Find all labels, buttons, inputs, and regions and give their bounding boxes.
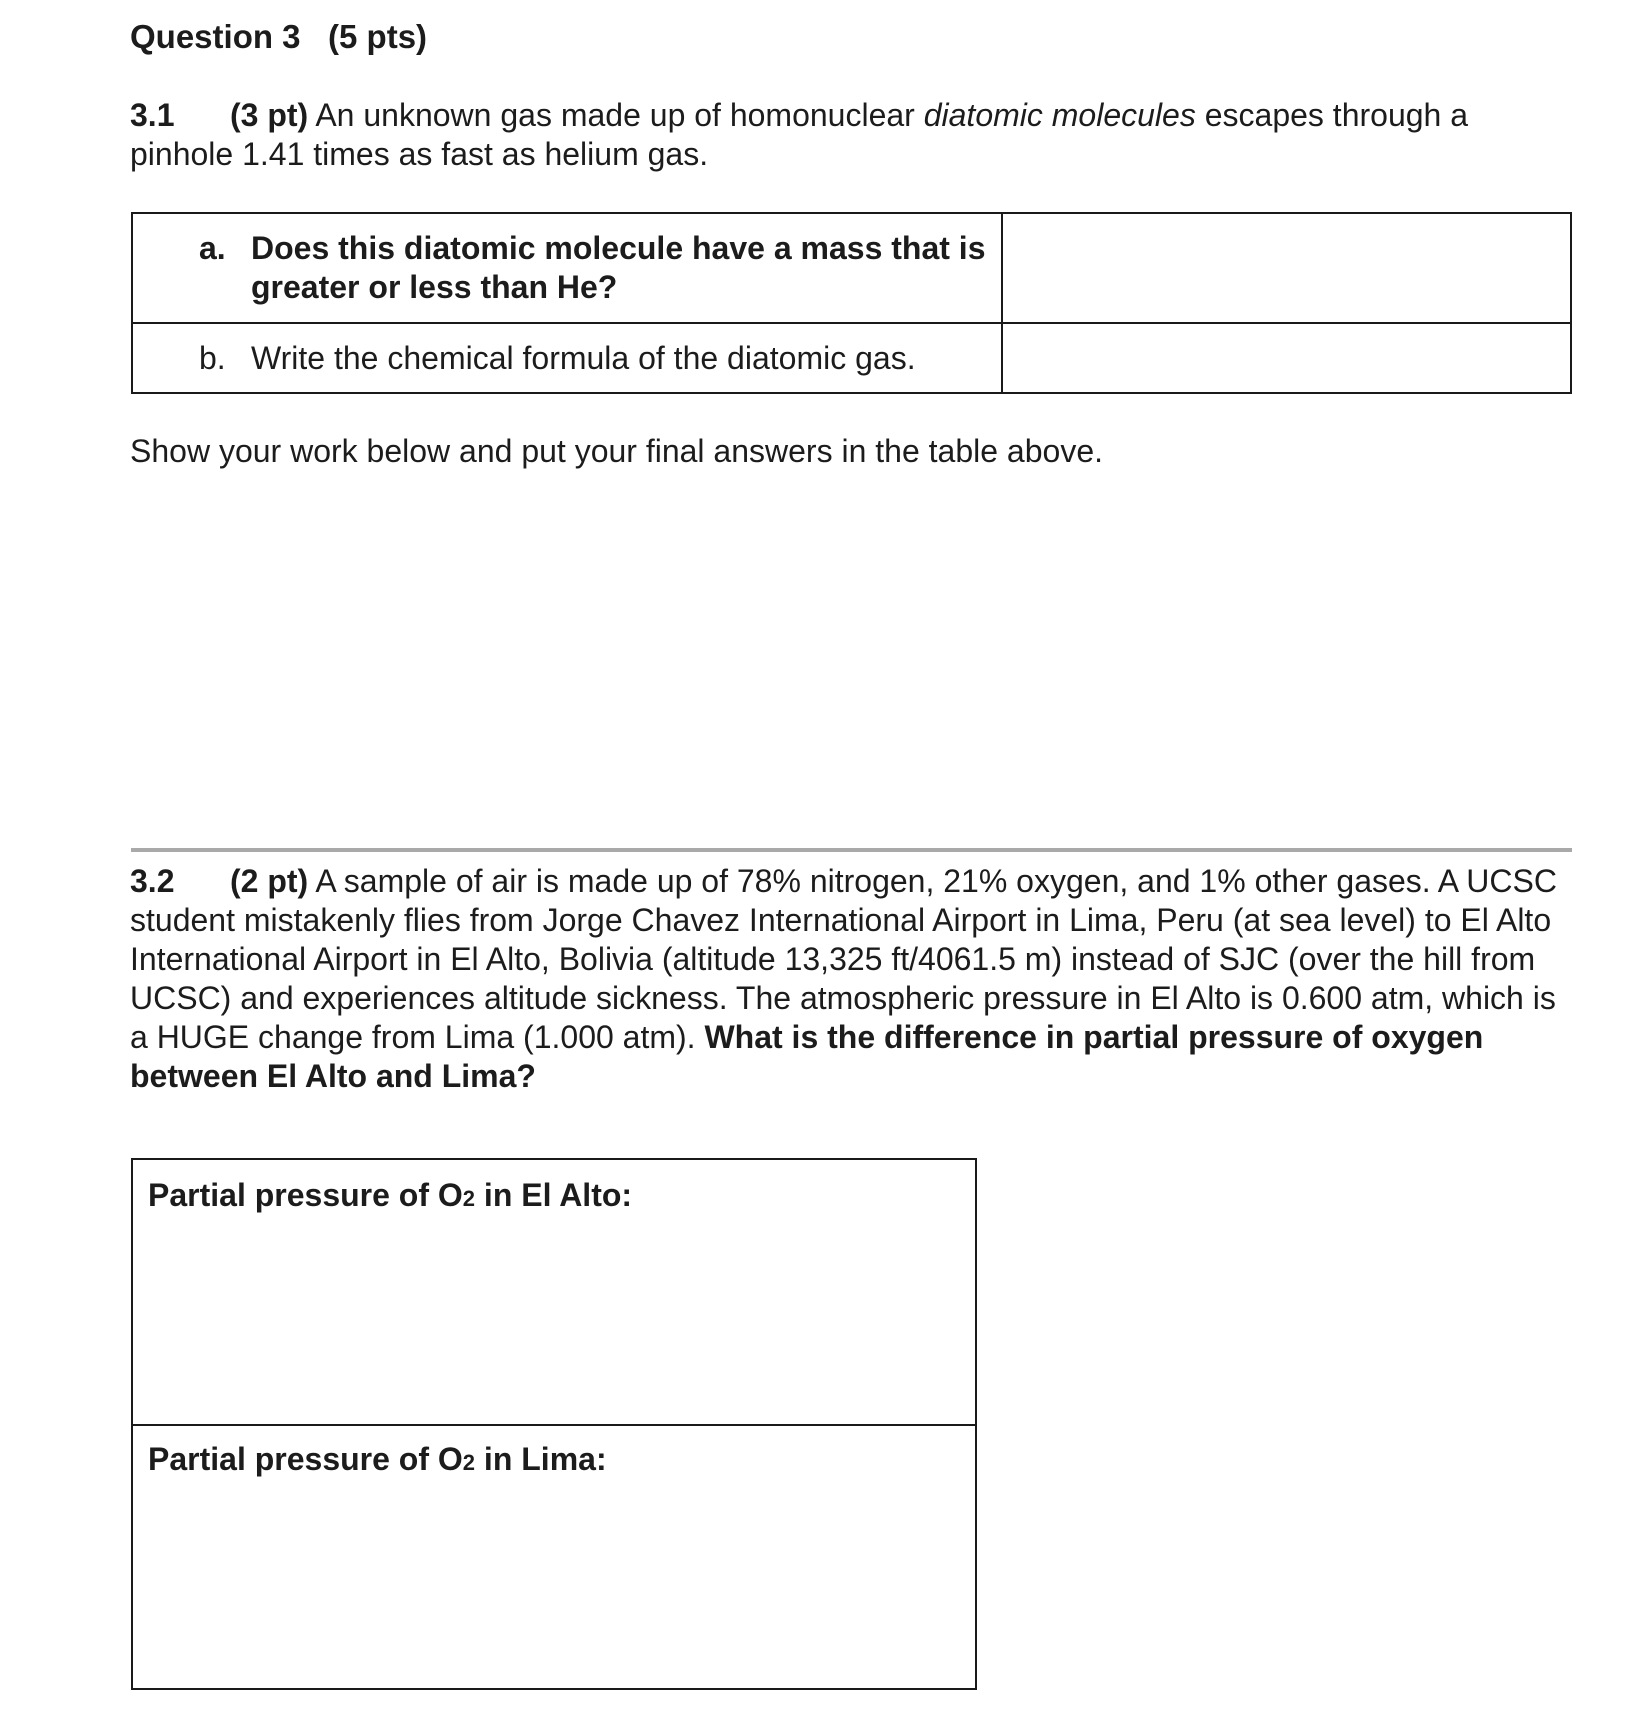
item-b-text: Write the chemical formula of the diatomic gas.	[251, 339, 916, 376]
question-3-1-text	[130, 96, 1570, 174]
el-alto-answer-box[interactable]	[131, 1158, 977, 1426]
answer-table-row-a	[132, 213, 1571, 323]
question-title: Question 3 (5 pts)	[130, 18, 428, 55]
question-3-2-text	[130, 862, 1580, 1096]
lima-label	[148, 1440, 607, 1482]
question-3-1-number: 3.1	[130, 97, 175, 133]
item-b-letter: b.	[199, 339, 226, 376]
question-3-1-text-end: escapes through a pinhole 1.41 times as fast as helium gas.	[130, 97, 1469, 172]
question-3-1-italic-term: diatomic molecules	[923, 97, 1196, 133]
el-alto-label	[148, 1176, 632, 1218]
question-3-2-points: (2 pt)	[230, 863, 309, 899]
question-3-2-body: A sample of air is made up of 78% nitrogen, 21% oxygen, and 1% other gases. A UCSC student mistakenly flies from Jorge Chavez International Airport in Lima, Peru (at sea level) to El Alto International Airport in El Alto, Bolivia (altitude 13,325 ft/4061.5 m) instead of SJC (over the hill from UCSC) and experiences altitude sickness. The atmospheric pressure in El Alto is 0.600 atm, which is a HUGE change from Lima (1.000 atm).	[130, 863, 1557, 1055]
lima-label-prefix: Partial pressure of O	[148, 1441, 463, 1477]
el-alto-label-subscript: 2	[462, 1186, 476, 1211]
question-3-1-text-start: An unknown gas made up of homonuclear	[308, 97, 924, 133]
answer-table-question-b	[132, 323, 1002, 393]
section-divider	[131, 848, 1572, 852]
question-3-1-points: (3 pt)	[230, 97, 309, 133]
item-a-text: Does this diatomic molecule have a mass that is greater or less than He?	[251, 230, 986, 305]
answer-table-row-b	[132, 323, 1571, 393]
lima-answer-box[interactable]	[131, 1424, 977, 1690]
answer-cell-a[interactable]	[1002, 213, 1571, 323]
answer-table	[131, 212, 1572, 394]
el-alto-label-suffix: in El Alto:	[475, 1177, 633, 1213]
question-3-2-bold-question: What is the difference in partial pressure of oxygen between El Alto and Lima?	[130, 1019, 1484, 1094]
question-3-2-number: 3.2	[130, 863, 175, 899]
show-work-instructions: Show your work below and put your final answers in the table above.	[130, 433, 1103, 469]
item-a-letter: a.	[199, 230, 226, 266]
answer-table-question-a	[132, 213, 1002, 323]
lima-label-suffix: in Lima:	[475, 1441, 607, 1477]
el-alto-label-prefix: Partial pressure of O	[148, 1177, 463, 1213]
lima-label-subscript: 2	[462, 1450, 476, 1475]
answer-cell-b[interactable]	[1002, 323, 1571, 393]
